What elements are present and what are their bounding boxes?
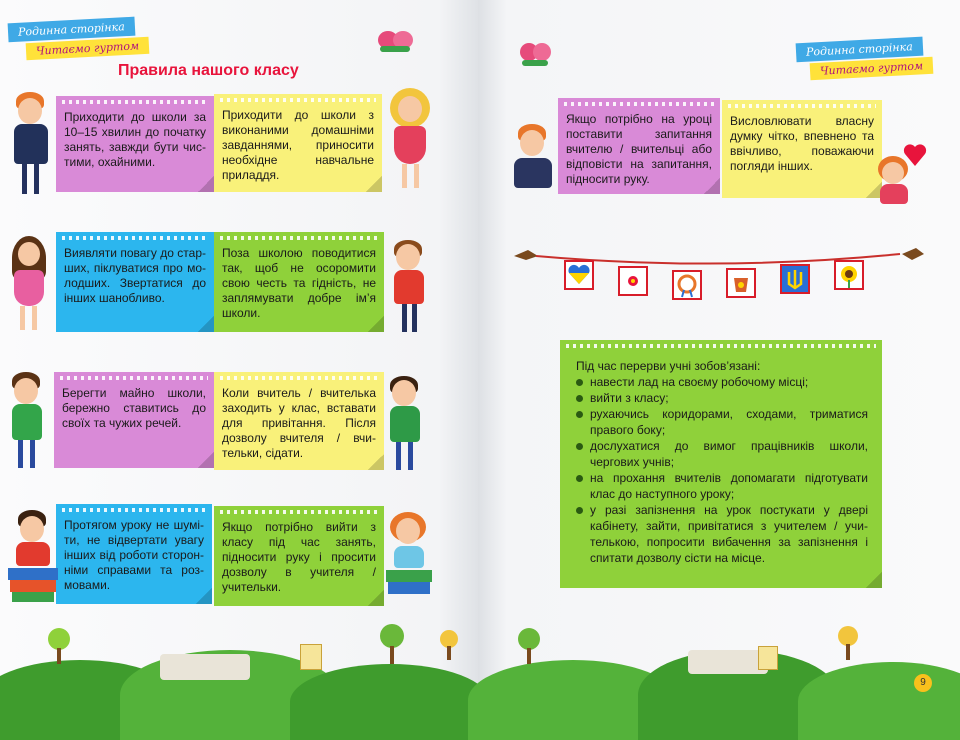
list-item: у разі запізнення на урок постукати у двері кабінету, зайти, привітатися з учителем / учителькою, попросити вибачення за запізнення і спитати дозволу сісти на місце. — [576, 502, 868, 566]
photo-garland — [508, 238, 928, 318]
decorative-landscape — [478, 620, 960, 720]
break-rules-intro: Під час перерви учні зобов’язані: — [576, 359, 761, 373]
page-number: 9 — [914, 674, 932, 692]
girl-illustration — [386, 88, 436, 200]
rule-card: Якщо потрібно вийти з класу під час занять, підносити руку і просити дозволу в учителя / учительки. — [214, 506, 384, 606]
sunflower-icon — [834, 260, 864, 290]
rule-card: Виявляти повагу до старших, піклуватися про молодших. Звертатися до інших шанобливо. — [56, 232, 214, 332]
boy-illustration — [390, 240, 430, 336]
break-rules-card — [560, 340, 882, 588]
ribbon-family-page: Родинна сторінка — [796, 37, 924, 63]
right-page — [478, 0, 960, 720]
break-rules-list — [576, 374, 868, 566]
rule-card: Коли вчитель / вчителька заходить у клас, вставати для привітання. Після дозволу вчителя / вчительки, сідати. — [214, 372, 384, 470]
rule-card: Якщо потрібно на уроці поставити запитання вчителю / вчительці або відповісти на запитання, підносити руку. — [558, 98, 720, 194]
reading-girl-illustration — [386, 512, 432, 608]
rule-card: Приходити до школи з виконаними домашніми завданнями, приносити необхідне навчальне приладдя. — [214, 94, 382, 192]
boy-illustration — [8, 92, 54, 202]
list-item: дослухатися до вимог працівників школи, чергових учнів; — [576, 438, 868, 470]
ribbon-read-together: Читаємо гуртом — [26, 37, 150, 60]
reading-boy-illustration — [8, 510, 58, 606]
rule-card: Протягом уроку не шуміти, не відвертати увагу інших від роботи сторонніми справами та розмовами. — [56, 504, 212, 604]
heart-balloon-icon — [902, 140, 928, 170]
page-title: Правила нашого класу — [118, 62, 299, 79]
ribbon-read-together: Читаємо гуртом — [810, 57, 934, 80]
decorative-landscape — [0, 620, 478, 720]
left-page — [0, 0, 478, 720]
rule-card: Поза школою поводитися так, щоб не осоромити свою честь та гідність, не заплямувати добре ім’я школи. — [214, 232, 384, 332]
pot-icon — [726, 268, 756, 298]
ribbon-family-page: Родинна сторінка — [8, 17, 136, 43]
boy-illustration — [384, 376, 426, 474]
girl-illustration — [8, 236, 52, 336]
rule-card: Приходити до школи за 10–15 хвилин до початку занять, завжди бути чистими, охайними. — [56, 96, 214, 192]
girl-with-balloons-illustration — [872, 140, 928, 206]
wreath-icon — [672, 270, 702, 300]
list-item: вийти з класу; — [576, 390, 868, 406]
flower-icon — [618, 266, 648, 296]
ukraine-heart-icon — [564, 260, 594, 290]
butterfly-icon — [518, 40, 552, 70]
boy-illustration — [508, 124, 558, 198]
trident-icon — [780, 264, 810, 294]
rule-card: Висловлювати власну думку чітко, впевнено та ввічливо, поважаючи погляди інших. — [722, 100, 882, 198]
rule-card: Берегти майно школи, бережно ставитись до своїх та чужих речей. — [54, 372, 214, 468]
butterfly-icon — [376, 28, 414, 56]
list-item: рухаючись коридорами, сходами, триматися правого боку; — [576, 406, 868, 438]
list-item: навести лад на своєму робочому місці; — [576, 374, 868, 390]
boy-illustration — [6, 372, 52, 472]
list-item: на прохання вчителів допомагати підготувати клас до наступного уроку; — [576, 470, 868, 502]
